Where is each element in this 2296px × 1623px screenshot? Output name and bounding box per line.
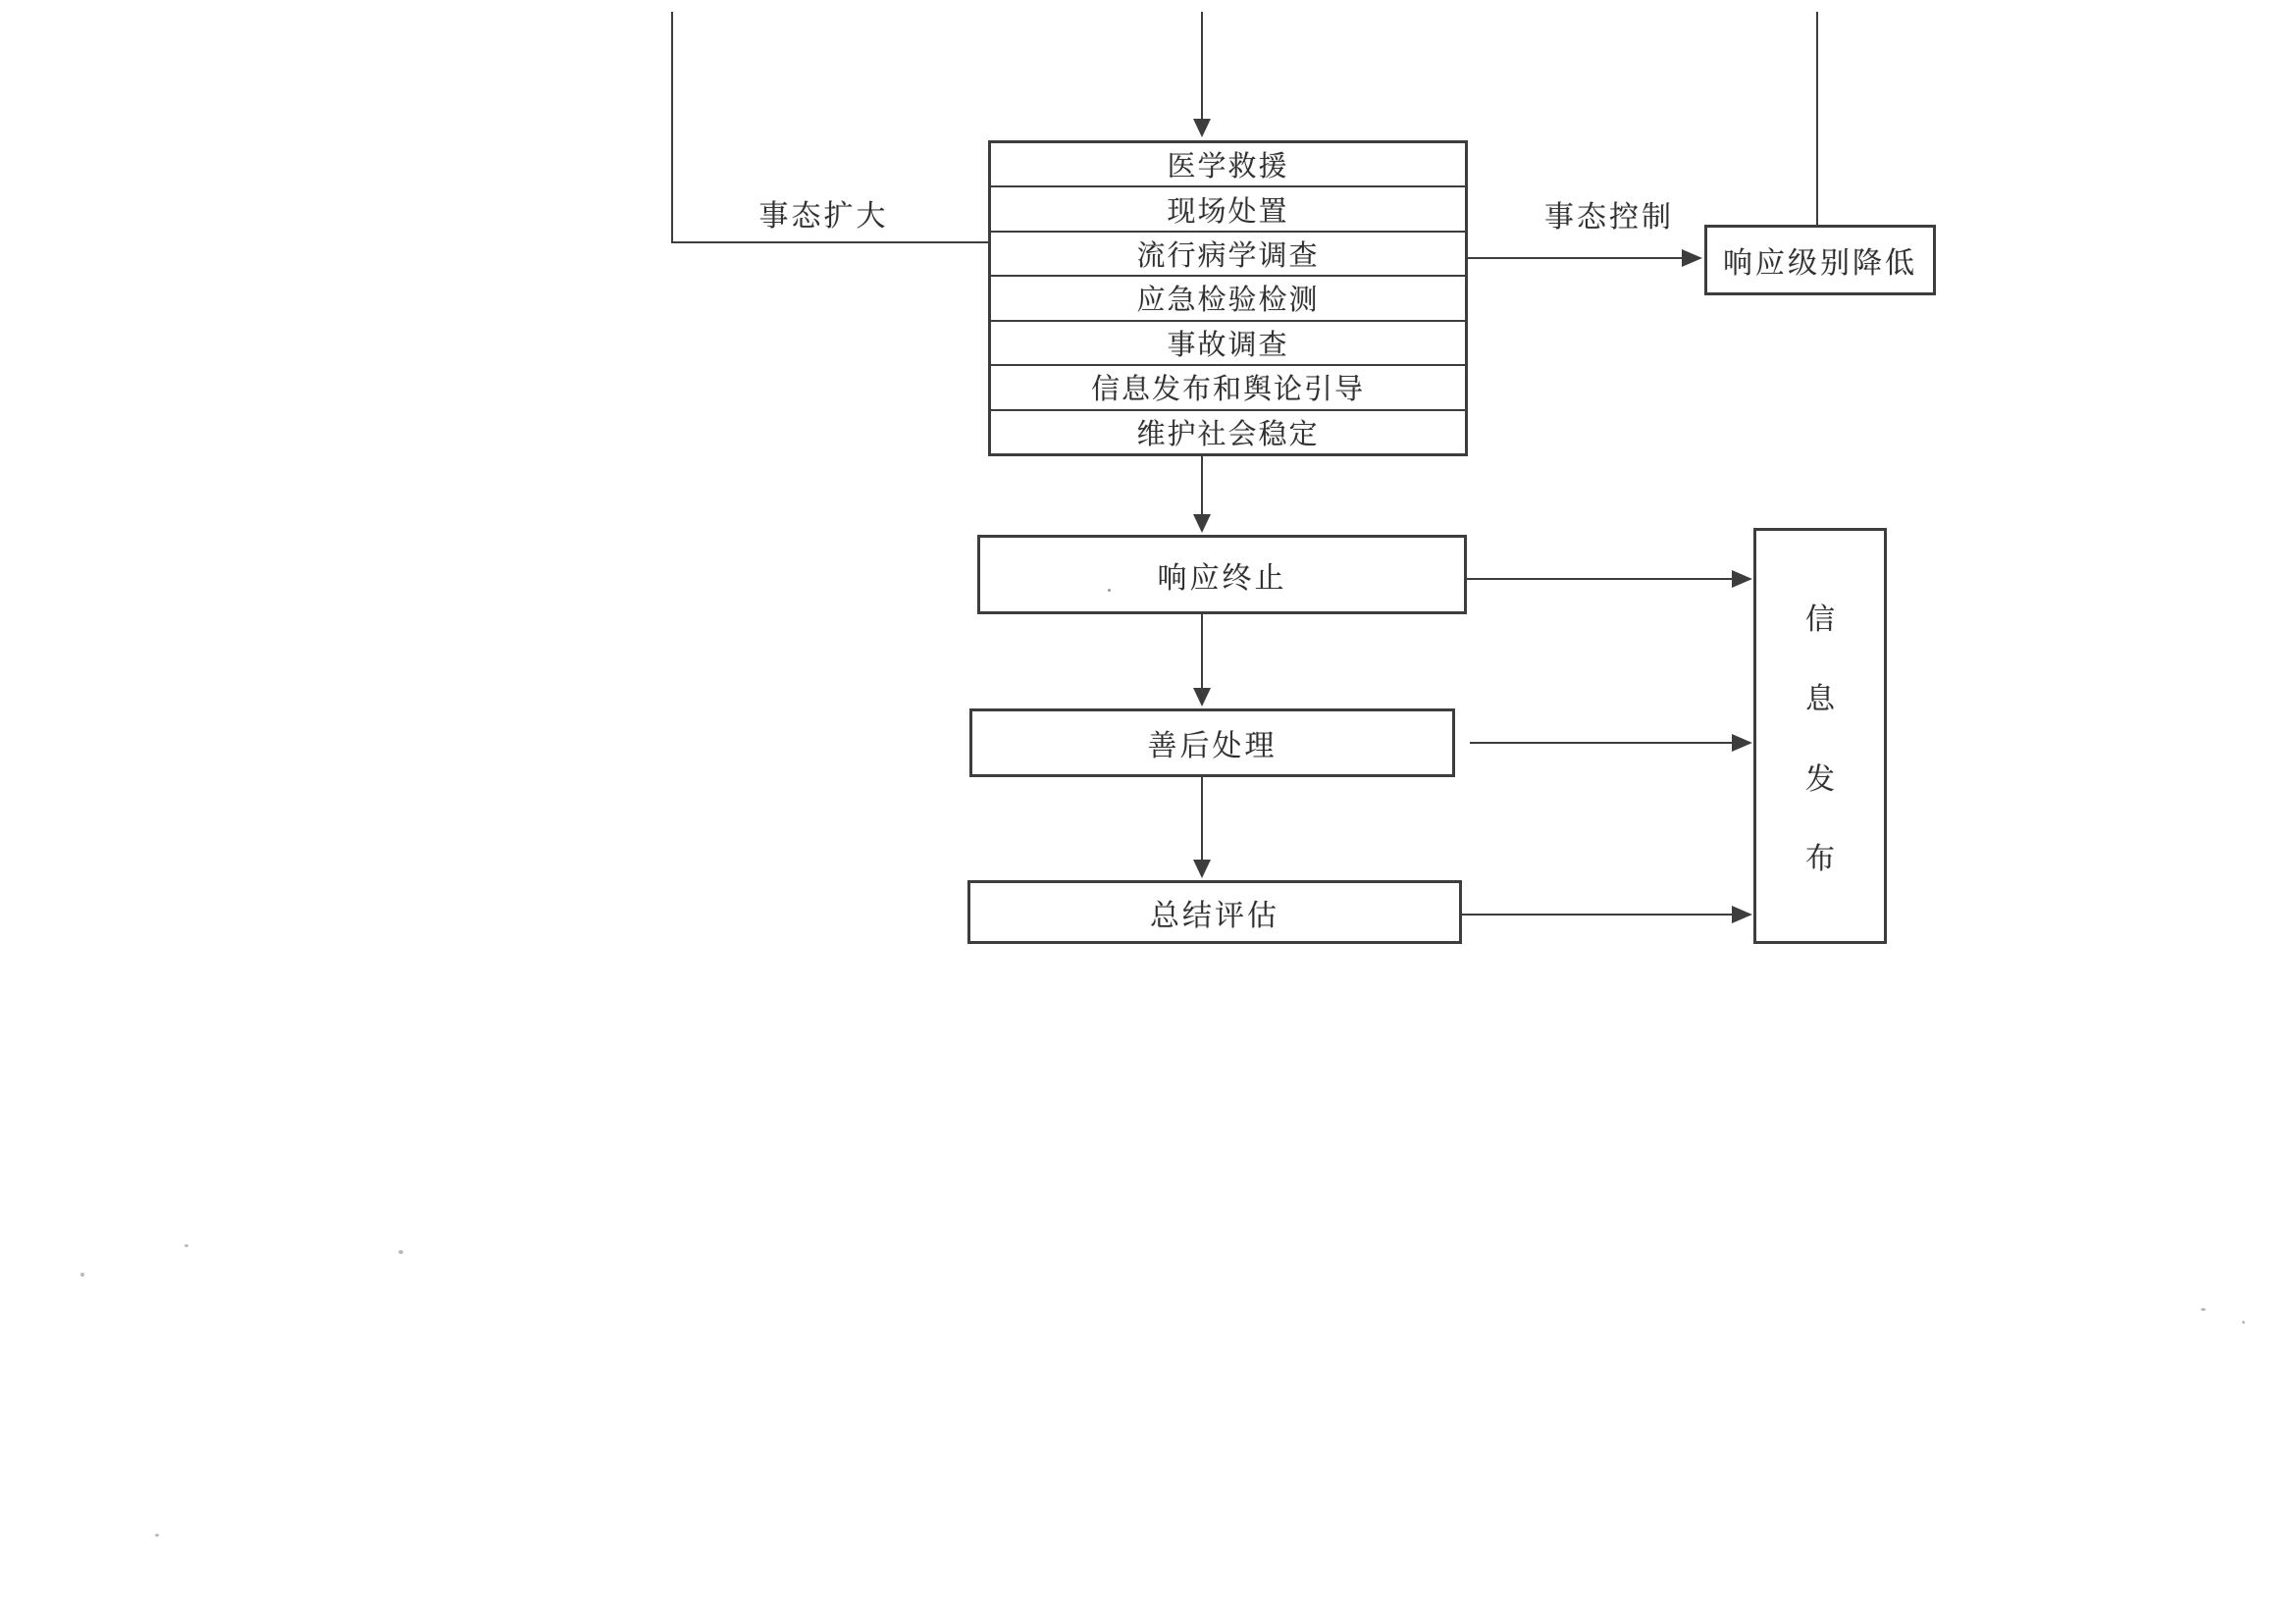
- arrow-to-downgrade-shaft: [1468, 257, 1683, 259]
- response-action-row: 流行病学调查: [991, 233, 1465, 277]
- response-action-row: 医学救援: [991, 143, 1465, 187]
- scan-speck: [398, 1250, 403, 1254]
- scan-speck: [2242, 1321, 2245, 1324]
- info-release-box: [1753, 528, 1887, 944]
- scan-speck: [155, 1534, 159, 1537]
- arrow-head-right-icon: [1732, 906, 1752, 923]
- arrow-head-right-icon: [1732, 734, 1752, 752]
- control-label: 事态控制: [1544, 201, 1674, 234]
- arrow-head-down-icon: [1193, 688, 1211, 707]
- info-release-char: 布: [1805, 842, 1835, 875]
- connector-downgrade-vertical: [1816, 12, 1818, 225]
- arrow-into-actions-shaft: [1201, 12, 1203, 120]
- arrow-end-to-info-shaft: [1467, 578, 1733, 580]
- response-action-row: 应急检验检测: [991, 277, 1465, 321]
- scan-speck: [80, 1273, 84, 1277]
- response-action-row: 维护社会稳定: [1136, 418, 1320, 450]
- info-release-char: 息: [1805, 683, 1835, 716]
- connector-escalation-horizontal: [671, 241, 989, 243]
- info-release-char: 信: [1805, 603, 1835, 637]
- arrow-head-down-icon: [1193, 119, 1211, 137]
- arrow-actions-to-end-shaft: [1201, 456, 1203, 515]
- escalation-label: 事态扩大: [758, 200, 889, 233]
- arrow-head-right-icon: [1732, 570, 1752, 588]
- arrow-aftermath-to-info-shaft: [1470, 742, 1733, 744]
- connector-escalation-vertical: [671, 12, 673, 243]
- info-release-char: 发: [1805, 762, 1835, 796]
- aftermath-box: 善后处理: [969, 708, 1455, 777]
- scan-speck: [184, 1244, 188, 1247]
- response-action-row: 现场处置: [991, 187, 1465, 232]
- response-action-row: 事故调查: [991, 322, 1465, 366]
- response-action-row: 信息发布和舆论引导: [991, 366, 1465, 410]
- evaluation-box: 总结评估: [967, 880, 1462, 944]
- scan-speck: [1108, 589, 1111, 592]
- arrow-end-to-aftermath-shaft: [1201, 614, 1203, 689]
- arrow-aftermath-to-evaluation-shaft: [1201, 777, 1203, 861]
- scan-speck: [2201, 1308, 2206, 1311]
- arrow-head-right-icon: [1682, 249, 1702, 267]
- response-downgrade-box: 响应级别降低: [1704, 225, 1936, 295]
- arrow-evaluation-to-info-shaft: [1462, 914, 1733, 916]
- arrow-head-down-icon: [1193, 514, 1211, 533]
- response-end-box: 响应终止: [977, 535, 1467, 614]
- response-actions-box: [988, 140, 1468, 456]
- arrow-head-down-icon: [1193, 860, 1211, 878]
